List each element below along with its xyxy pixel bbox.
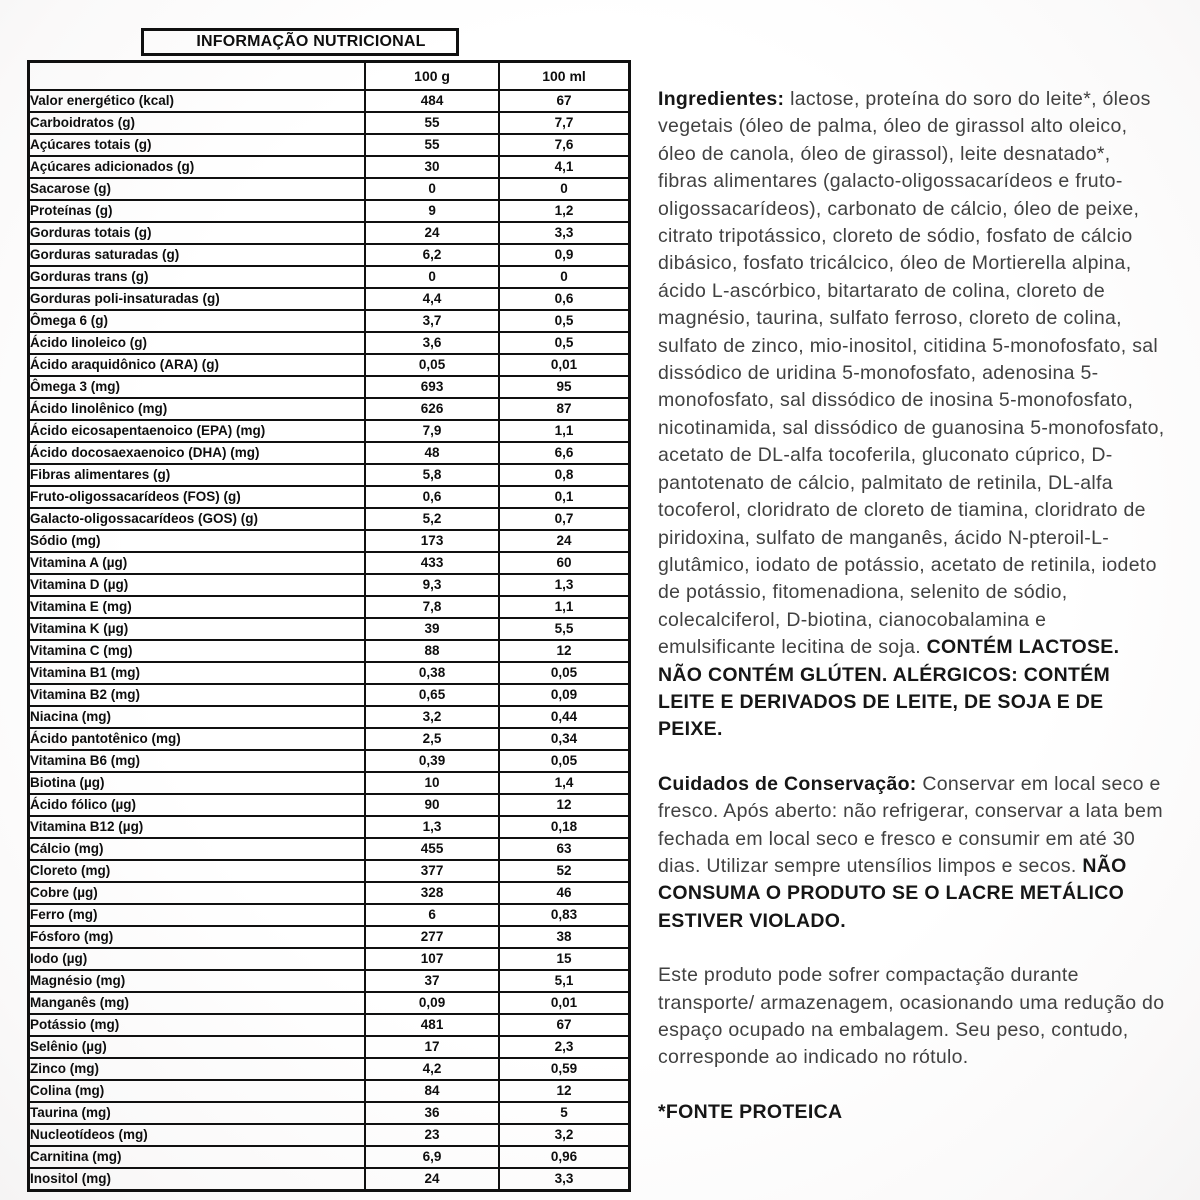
nutrient-label: Vitamina B6 (mg): [29, 750, 366, 772]
table-row: [29, 860, 630, 882]
table-row: [29, 838, 630, 860]
table-row: [29, 794, 630, 816]
table-row: [29, 178, 630, 200]
nutrient-label: Vitamina D (µg): [29, 574, 366, 596]
value-100ml: 0,09: [499, 684, 629, 706]
nutrient-label: Iodo (µg): [29, 948, 366, 970]
value-100ml: 0,9: [499, 244, 629, 266]
value-100g: 0,05: [365, 354, 499, 376]
value-100g: 277: [365, 926, 499, 948]
value-100ml: 0,7: [499, 508, 629, 530]
table-row: [29, 420, 630, 442]
value-100g: 0: [365, 178, 499, 200]
table-title: INFORMAÇÃO NUTRICIONAL: [141, 28, 459, 56]
value-100ml: 1,3: [499, 574, 629, 596]
value-100g: 24: [365, 222, 499, 244]
value-100ml: 0,83: [499, 904, 629, 926]
value-100ml: 1,4: [499, 772, 629, 794]
value-100ml: 0,01: [499, 992, 629, 1014]
value-100g: 36: [365, 1102, 499, 1124]
nutrient-label: Nucleotídeos (mg): [29, 1124, 366, 1146]
nutrient-label: Ácido linolênico (mg): [29, 398, 366, 420]
value-100g: 37: [365, 970, 499, 992]
value-100ml: 0,8: [499, 464, 629, 486]
nutrient-label: Ácido araquidônico (ARA) (g): [29, 354, 366, 376]
table-row: [29, 244, 630, 266]
value-100ml: 1,1: [499, 420, 629, 442]
nutrient-label: Ômega 3 (mg): [29, 376, 366, 398]
value-100g: 2,5: [365, 728, 499, 750]
nutrient-label: Colina (mg): [29, 1080, 366, 1102]
table-row: [29, 134, 630, 156]
table-row: [29, 266, 630, 288]
value-100ml: 0,05: [499, 662, 629, 684]
nutrient-label: Gorduras poli-insaturadas (g): [29, 288, 366, 310]
value-100ml: 7,7: [499, 112, 629, 134]
value-100ml: 15: [499, 948, 629, 970]
value-100ml: 12: [499, 640, 629, 662]
value-100g: 0,6: [365, 486, 499, 508]
nutrient-label: Selênio (µg): [29, 1036, 366, 1058]
table-row: [29, 288, 630, 310]
table-row: [29, 574, 630, 596]
value-100g: 7,8: [365, 596, 499, 618]
table-row: [29, 376, 630, 398]
nutrient-label: Vitamina A (µg): [29, 552, 366, 574]
value-100ml: 60: [499, 552, 629, 574]
value-100g: 6: [365, 904, 499, 926]
table-row: [29, 816, 630, 838]
value-100g: 4,4: [365, 288, 499, 310]
column-header-100ml: 100 ml: [499, 62, 629, 91]
nutrient-label: Cálcio (mg): [29, 838, 366, 860]
column-header-empty: [29, 62, 366, 91]
table-row: [29, 354, 630, 376]
nutrient-label: Vitamina C (mg): [29, 640, 366, 662]
table-row: [29, 552, 630, 574]
value-100ml: 0,18: [499, 816, 629, 838]
nutrient-label: Vitamina B1 (mg): [29, 662, 366, 684]
nutrient-label: Vitamina K (µg): [29, 618, 366, 640]
value-100ml: 87: [499, 398, 629, 420]
table-row: [29, 728, 630, 750]
nutrient-label: Gorduras trans (g): [29, 266, 366, 288]
value-100g: 484: [365, 90, 499, 112]
table-row: [29, 1168, 630, 1191]
nutrient-label: Valor energético (kcal): [29, 90, 366, 112]
table-row: [29, 332, 630, 354]
value-100ml: 24: [499, 530, 629, 552]
value-100ml: 0: [499, 266, 629, 288]
nutrient-label: Cobre (µg): [29, 882, 366, 904]
value-100g: 23: [365, 1124, 499, 1146]
table-row: [29, 1036, 630, 1058]
value-100g: 10: [365, 772, 499, 794]
value-100g: 5,2: [365, 508, 499, 530]
nutrient-label: Ácido linoleico (g): [29, 332, 366, 354]
nutrient-label: Carboidratos (g): [29, 112, 366, 134]
value-100ml: 12: [499, 1080, 629, 1102]
value-100ml: 0,96: [499, 1146, 629, 1168]
value-100ml: 0,6: [499, 288, 629, 310]
value-100g: 90: [365, 794, 499, 816]
value-100ml: 0,05: [499, 750, 629, 772]
value-100g: 0,09: [365, 992, 499, 1014]
value-100ml: 3,2: [499, 1124, 629, 1146]
table-row: [29, 684, 630, 706]
value-100g: 0,38: [365, 662, 499, 684]
nutrient-label: Manganês (mg): [29, 992, 366, 1014]
value-100ml: 63: [499, 838, 629, 860]
nutrient-label: Carnitina (mg): [29, 1146, 366, 1168]
value-100g: 626: [365, 398, 499, 420]
value-100ml: 46: [499, 882, 629, 904]
nutrient-label: Ácido docosaexaenoico (DHA) (mg): [29, 442, 366, 464]
table-row: [29, 442, 630, 464]
value-100g: 377: [365, 860, 499, 882]
nutrient-label: Ácido pantotênico (mg): [29, 728, 366, 750]
value-100g: 84: [365, 1080, 499, 1102]
value-100g: 17: [365, 1036, 499, 1058]
nutrient-label: Vitamina E (mg): [29, 596, 366, 618]
table-row: [29, 640, 630, 662]
table-row: [29, 1014, 630, 1036]
table-row: [29, 398, 630, 420]
value-100g: 55: [365, 112, 499, 134]
table-row: [29, 1080, 630, 1102]
protein-source-note: [658, 1099, 1165, 1126]
nutrient-label: Vitamina B2 (mg): [29, 684, 366, 706]
value-100g: 433: [365, 552, 499, 574]
protein-source-text: *FONTE PROTEICA: [658, 1100, 843, 1123]
ingredients-text: lactose, proteína do soro do leite*, óleos vegetais (óleo de palma, óleo de girassol alto oleico, óleo de canola, óleo de girassol), leite desnatado*, fibras alimentares (galacto-oligossacarídeos e fruto-oligossacarídeos), carbonato de cálcio, óleo de peixe, citrato tripotássico, cloreto de sódio, fosfato de cálcio dibásico, fosfato tricálcico, óleo de Mortierella alpina, ácido L-ascórbico, bitartarato de colina, cloreto de magnésio, taurina, sulfato ferroso, cloreto de colina, sulfato de zinco, mio-inositol, citidina 5-monofosfato, sal dissódico de uridina 5-monofosfato, adenosina 5-monofosfato, sal dissódico de inosina 5-monofosfato, nicotinamida, sal dissódico de guanosina 5-monofosfato, acetato de DL-alfa tocoferila, gluconato cúprico, D-pantotenato de cálcio, palmitato de retinila, DL-alfa tocoferol, cloridrato de cloreto de tiamina, cloridrato de piridoxina, sulfato de manganês, ácido N-pteroil-L-glutâmico, iodato de potássio, acetato de retinila, iodeto de potássio, fitomenadiona, selenito de sódio, colecalciferol, D-biotina, cianocobalamina e emulsificante lecitina de soja.: [658, 88, 1165, 659]
value-100g: 3,2: [365, 706, 499, 728]
table-row: [29, 508, 630, 530]
value-100g: 0,65: [365, 684, 499, 706]
value-100g: 481: [365, 1014, 499, 1036]
value-100g: 48: [365, 442, 499, 464]
nutrient-label: Magnésio (mg): [29, 970, 366, 992]
value-100ml: 0,44: [499, 706, 629, 728]
table-row: [29, 156, 630, 178]
nutrient-label: Inositol (mg): [29, 1168, 366, 1191]
nutrient-label: Sacarose (g): [29, 178, 366, 200]
value-100g: 39: [365, 618, 499, 640]
table-row: [29, 948, 630, 970]
value-100ml: 95: [499, 376, 629, 398]
table-row: [29, 1146, 630, 1168]
table-row: [29, 222, 630, 244]
value-100g: 3,6: [365, 332, 499, 354]
table-row: [29, 200, 630, 222]
nutrition-table: [27, 60, 631, 1192]
nutrient-label: Açúcares totais (g): [29, 134, 366, 156]
value-100g: 693: [365, 376, 499, 398]
value-100g: 9: [365, 200, 499, 222]
value-100g: 24: [365, 1168, 499, 1191]
seal-warning: NÃO CONSUMA O PRODUTO SE O LACRE METÁLICO ESTIVER VIOLADO.: [658, 854, 1127, 932]
value-100ml: 0,5: [499, 310, 629, 332]
value-100ml: 3,3: [499, 1168, 629, 1191]
value-100g: 173: [365, 530, 499, 552]
table-row: [29, 310, 630, 332]
value-100g: 6,9: [365, 1146, 499, 1168]
nutrient-label: Potássio (mg): [29, 1014, 366, 1036]
nutrition-facts-table: [27, 28, 631, 1192]
table-row: [29, 706, 630, 728]
value-100ml: 1,2: [499, 200, 629, 222]
ingredients-paragraph: [658, 86, 1165, 744]
storage-paragraph: [658, 771, 1165, 935]
value-100g: 4,2: [365, 1058, 499, 1080]
nutrient-label: Fibras alimentares (g): [29, 464, 366, 486]
nutrient-label: Proteínas (g): [29, 200, 366, 222]
table-row: [29, 530, 630, 552]
table-row: [29, 926, 630, 948]
nutrient-label: Ácido fólico (µg): [29, 794, 366, 816]
nutrient-label: Galacto-oligossacarídeos (GOS) (g): [29, 508, 366, 530]
compaction-text: Este produto pode sofrer compactação durante transporte/ armazenagem, ocasionando uma redução do espaço ocupado na embalagem. Seu peso, contudo, corresponde ao indicado no rótulo.: [658, 964, 1165, 1069]
value-100ml: 0,34: [499, 728, 629, 750]
nutrient-label: Ácido eicosapentaenoico (EPA) (mg): [29, 420, 366, 442]
nutrient-label: Ferro (mg): [29, 904, 366, 926]
table-row: [29, 904, 630, 926]
nutrient-label: Sódio (mg): [29, 530, 366, 552]
nutrient-label: Niacina (mg): [29, 706, 366, 728]
value-100g: 88: [365, 640, 499, 662]
nutrient-label: Gorduras saturadas (g): [29, 244, 366, 266]
value-100ml: 67: [499, 90, 629, 112]
nutrient-label: Biotina (µg): [29, 772, 366, 794]
table-row: [29, 970, 630, 992]
value-100ml: 52: [499, 860, 629, 882]
table-row: [29, 1124, 630, 1146]
value-100g: 30: [365, 156, 499, 178]
value-100ml: 0,5: [499, 332, 629, 354]
table-row: [29, 662, 630, 684]
storage-text: Conservar em local seco e fresco. Após aberto: não refrigerar, conservar a lata bem fechada em local seco e fresco e consumir em até 30 dias. Utilizar sempre utensílios limpos e secos.: [658, 772, 1163, 877]
storage-label: Cuidados de Conservação:: [658, 772, 923, 795]
value-100ml: 1,1: [499, 596, 629, 618]
table-row: [29, 90, 630, 112]
value-100g: 0: [365, 266, 499, 288]
value-100ml: 5: [499, 1102, 629, 1124]
value-100ml: 0,01: [499, 354, 629, 376]
value-100ml: 0: [499, 178, 629, 200]
table-row: [29, 1102, 630, 1124]
value-100ml: 5,1: [499, 970, 629, 992]
nutrient-label: Fruto-oligossacarídeos (FOS) (g): [29, 486, 366, 508]
table-row: [29, 618, 630, 640]
value-100ml: 4,1: [499, 156, 629, 178]
nutrient-label: Vitamina B12 (µg): [29, 816, 366, 838]
value-100g: 328: [365, 882, 499, 904]
nutrient-label: Zinco (mg): [29, 1058, 366, 1080]
value-100ml: 12: [499, 794, 629, 816]
nutrient-label: Fósforo (mg): [29, 926, 366, 948]
table-row: [29, 486, 630, 508]
value-100ml: 3,3: [499, 222, 629, 244]
nutrient-label: Ômega 6 (g): [29, 310, 366, 332]
ingredients-label: Ingredientes:: [658, 88, 791, 110]
nutrient-label: Cloreto (mg): [29, 860, 366, 882]
table-row: [29, 772, 630, 794]
table-row: [29, 882, 630, 904]
value-100g: 5,8: [365, 464, 499, 486]
value-100ml: 2,3: [499, 1036, 629, 1058]
table-row: [29, 992, 630, 1014]
value-100ml: 7,6: [499, 134, 629, 156]
value-100ml: 5,5: [499, 618, 629, 640]
compaction-paragraph: [658, 962, 1165, 1072]
allergen-warning: CONTÉM LACTOSE. NÃO CONTÉM GLÚTEN. ALÉRGICOS: CONTÉM LEITE E DERIVADOS DE LEITE, DE SOJA E DE PEIXE.: [658, 636, 1120, 741]
table-row: [29, 750, 630, 772]
nutrient-label: Taurina (mg): [29, 1102, 366, 1124]
value-100ml: 38: [499, 926, 629, 948]
value-100g: 1,3: [365, 816, 499, 838]
nutrient-label: Gorduras totais (g): [29, 222, 366, 244]
value-100g: 9,3: [365, 574, 499, 596]
table-row: [29, 464, 630, 486]
value-100ml: 0,1: [499, 486, 629, 508]
value-100g: 107: [365, 948, 499, 970]
value-100ml: 0,59: [499, 1058, 629, 1080]
value-100ml: 6,6: [499, 442, 629, 464]
value-100g: 55: [365, 134, 499, 156]
value-100g: 7,9: [365, 420, 499, 442]
value-100g: 0,39: [365, 750, 499, 772]
nutrition-table-body: [29, 90, 630, 1191]
column-header-100g: 100 g: [365, 62, 499, 91]
value-100g: 6,2: [365, 244, 499, 266]
table-row: [29, 596, 630, 618]
value-100ml: 67: [499, 1014, 629, 1036]
value-100g: 455: [365, 838, 499, 860]
info-panel: [658, 86, 1165, 1126]
nutrient-label: Açúcares adicionados (g): [29, 156, 366, 178]
table-row: [29, 112, 630, 134]
table-row: [29, 1058, 630, 1080]
column-header-row: [29, 62, 630, 91]
value-100g: 3,7: [365, 310, 499, 332]
